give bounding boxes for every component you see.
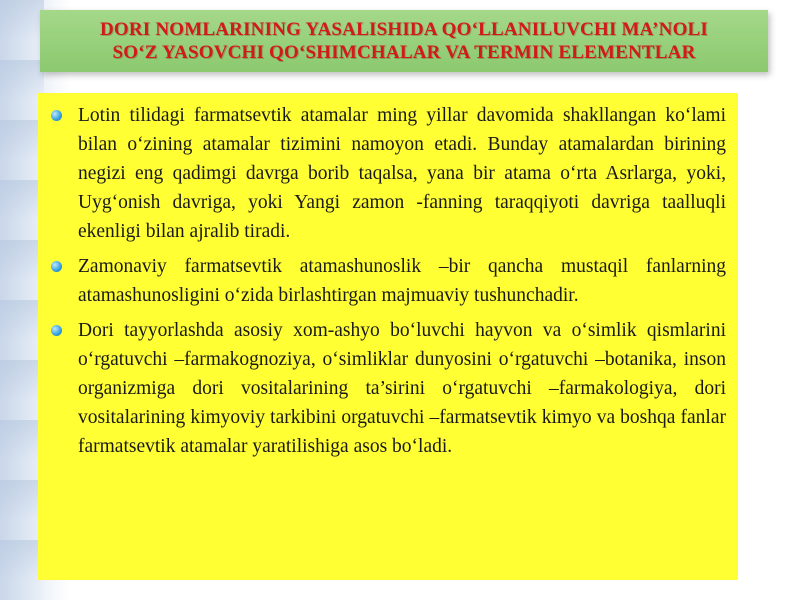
bullet-item — [38, 93, 738, 246]
content-panel — [38, 93, 738, 580]
slide-title — [100, 18, 708, 64]
bullet-item — [38, 316, 738, 461]
bullet-list — [38, 93, 738, 461]
round-bullet-icon — [51, 110, 62, 121]
round-bullet-icon — [51, 325, 62, 336]
bullet-text: Lotin tilidagi farmatsevtik atamalar ming yillar davomida shakllangan ko‘lami bilan o‘zining atamalar tizimini namoyon etadi. Bunday atamalardan birining negizi eng qadimgi davrga borib taqalsa, yana bir atama o‘rta Asrlarga, yoki, Uyg‘onish davriga, yoki Yangi zamon -fanning taraqqiyoti davriga taalluqli ekenligi bilan ajralib tiradi. — [78, 105, 726, 242]
slide-title-line-2: SO‘Z YASOVCHI QO‘SHIMCHALAR VA TERMIN ELEMENTLAR — [112, 42, 696, 63]
bullet-text: Zamonaviy farmatsevtik atamashunoslik –bir qancha mustaqil fanlarning atamashunosligini o‘zida birlashtirgan majmuaviy tushunchadir. — [78, 256, 726, 306]
slide-title-line-1: DORI NOMLARINING YASALISHIDA QO‘LLANILUVCHI MA’NOLI — [99, 19, 709, 40]
title-banner — [40, 10, 768, 72]
round-bullet-icon — [51, 261, 62, 272]
bullet-item — [38, 252, 738, 310]
bullet-text: Dori tayyorlashda asosiy xom-ashyo bo‘luvchi hayvon va o‘simlik qismlarini o‘rgatuvchi –farmakognoziya, o‘simliklar dunyosini o‘rgatuvchi –botanika, inson organizmiga dori vositalarining ta’sirini o‘rgatuvchi –farmakologiya, dori vositalarining kimyoviy tarkibini orgatuvchi –farmatsevtik kimyo va boshqa fanlar farmatsevtik atamalar yaratilishiga asos bo‘ladi. — [78, 320, 726, 457]
